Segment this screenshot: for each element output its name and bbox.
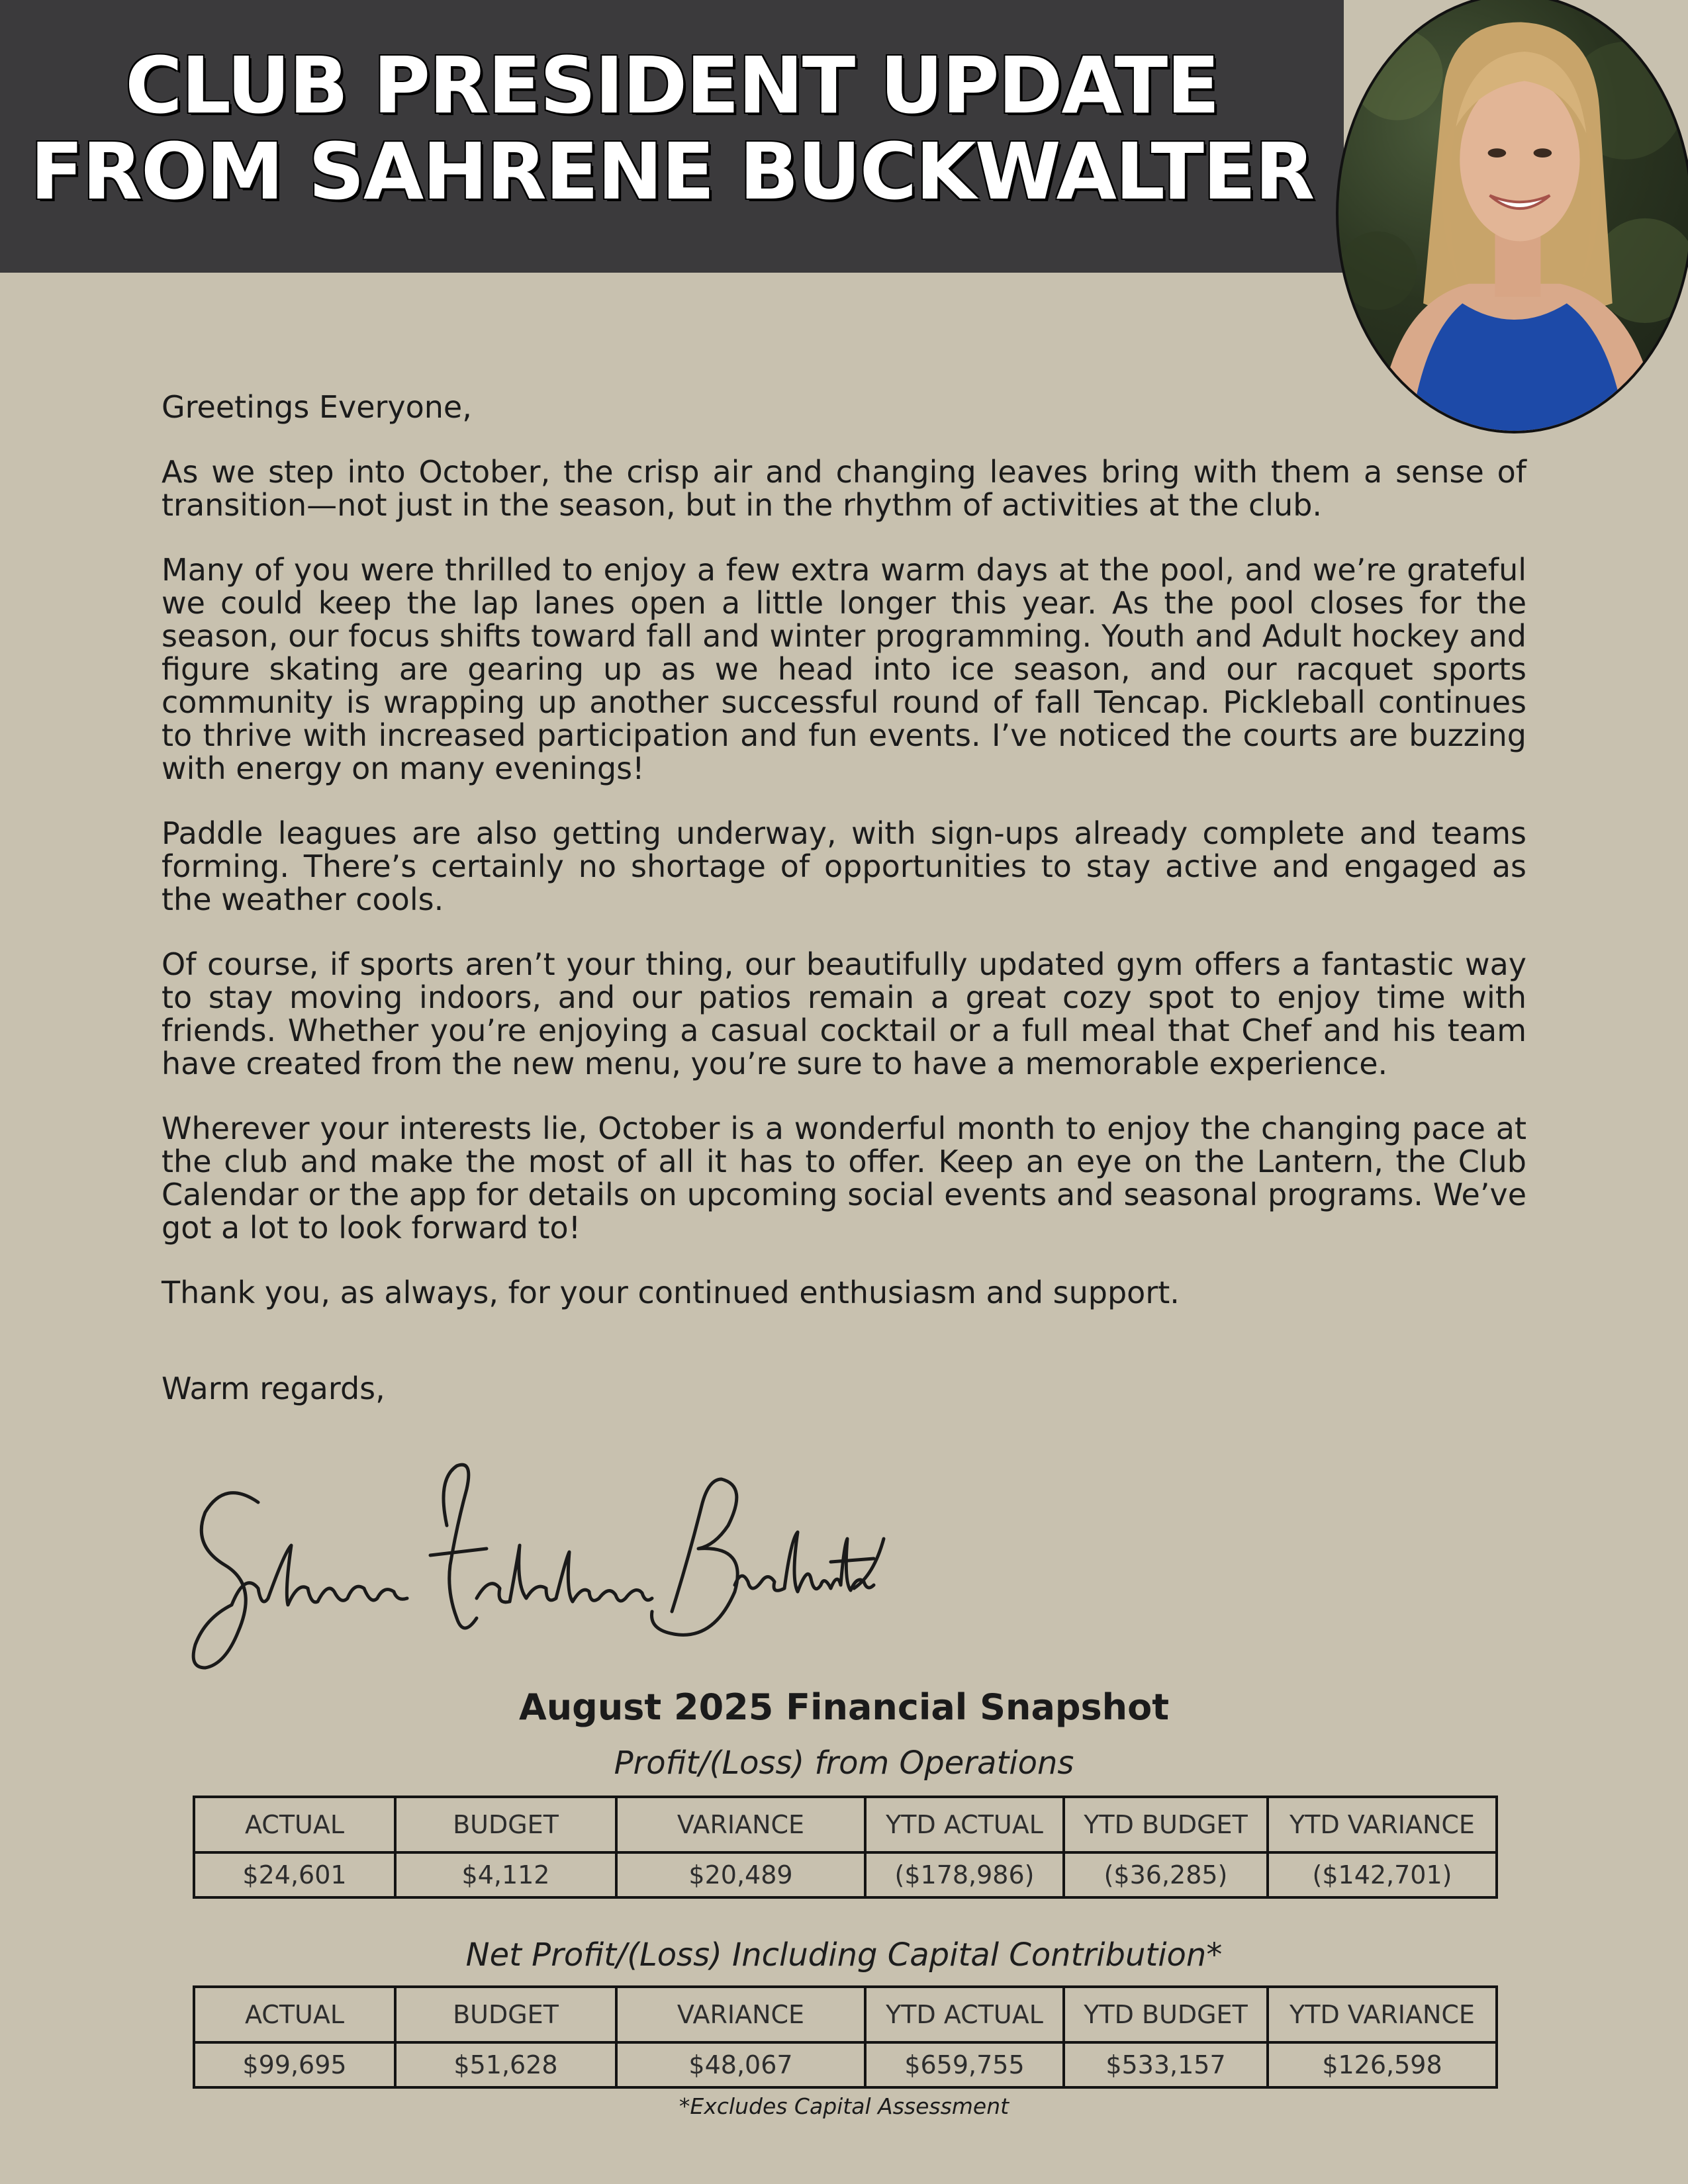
column-header: YTD ACTUAL [865,1987,1064,2042]
net-profit-table [193,1985,1498,2089]
column-header: YTD ACTUAL [865,1797,1064,1852]
table-header-row [194,1797,1497,1852]
table-cell: $48,067 [616,2042,865,2087]
financial-snapshot-title: August 2025 Financial Snapshot [518,1686,1170,1728]
letter-paragraph: Paddle leagues are also getting underway, with sign-ups already complete and teams forming. There’s certainly no shortage of opportunities to stay active and engaged as the weather cools. [162,815,1526,917]
column-header: YTD BUDGET [1064,1987,1268,2042]
column-header: YTD BUDGET [1064,1797,1268,1852]
letter-thanks: Thank you, as always, for your continued enthusiasm and support. [162,1275,1180,1310]
operations-table [193,1796,1498,1899]
column-header: ACTUAL [194,1987,395,2042]
page-title-line-1: CLUB PRESIDENT UPDATE [125,40,1219,131]
letter-body [162,390,1526,1437]
handwritten-signature [185,1439,887,1691]
table-caption-operations: Profit/(Loss) from Operations [614,1745,1074,1782]
column-header: YTD VARIANCE [1268,1987,1497,2042]
table-cell: ($178,986) [865,1852,1064,1897]
letter-greeting: Greetings Everyone, [162,389,472,425]
table-cell: $126,598 [1268,2042,1497,2087]
letter-paragraph: Wherever your interests lie, October is a wonderful month to enjoy the changing pace at the club and make the most of all it has to offer. Keep an eye on the Lantern, the Club Calendar or the app for details on upcoming social events and seasonal programs. We’ve got a lot to look forward to! [162,1111,1526,1246]
column-header: BUDGET [395,1797,616,1852]
table-cell: $24,601 [194,1852,395,1897]
table-cell: ($36,285) [1064,1852,1268,1897]
table-cell: $4,112 [395,1852,616,1897]
letter-paragraph: As we step into October, the crisp air and changing leaves bring with them a sense of transition—not just in the season, but in the rhythm of activities at the club. [162,454,1526,523]
column-header: VARIANCE [616,1797,865,1852]
letter-paragraph: Many of you were thrilled to enjoy a few extra warm days at the pool, and we’re grateful we could keep the lap lanes open a little longer this year. As the pool closes for the season, our focus shifts toward fall and winter programming. Youth and Adult hockey and figure skating are gearing up as we head into ice season, and our racquet sports community is wrapping up another successful round of fall Tencap. Pickleball continues to thrive with increased participation and fun events. I’ve noticed the courts are buzzing with energy on many evenings! [162,552,1526,786]
letter-paragraph: Of course, if sports aren’t your thing, our beautifully updated gym offers a fantastic way to stay moving indoors, and our patios remain a great cozy spot to enjoy time with friends. Whether you’re enjoying a casual cocktail or a full meal that Chef and his team have created from the new menu, you’re sure to have a memorable experience. [162,946,1526,1081]
column-header: YTD VARIANCE [1268,1797,1497,1852]
table-footnote: *Excludes Capital Assessment [679,2093,1009,2119]
table-cell: $99,695 [194,2042,395,2087]
column-header: VARIANCE [616,1987,865,2042]
table-cell: $20,489 [616,1852,865,1897]
president-portrait-photo [1336,0,1688,433]
table-header-row [194,1987,1497,2042]
column-header: ACTUAL [194,1797,395,1852]
column-header: BUDGET [395,1987,616,2042]
table-row [194,2042,1497,2087]
table-cell: $533,157 [1064,2042,1268,2087]
page-title-line-2: FROM SAHRENE BUCKWALTER [30,126,1314,217]
letter-closing: Warm regards, [162,1371,385,1406]
table-row [194,1852,1497,1897]
table-caption-net-profit: Net Profit/(Loss) Including Capital Contribution* [465,1936,1223,1974]
table-cell: $51,628 [395,2042,616,2087]
table-cell: ($142,701) [1268,1852,1497,1897]
header-band [0,0,1344,273]
table-cell: $659,755 [865,2042,1064,2087]
